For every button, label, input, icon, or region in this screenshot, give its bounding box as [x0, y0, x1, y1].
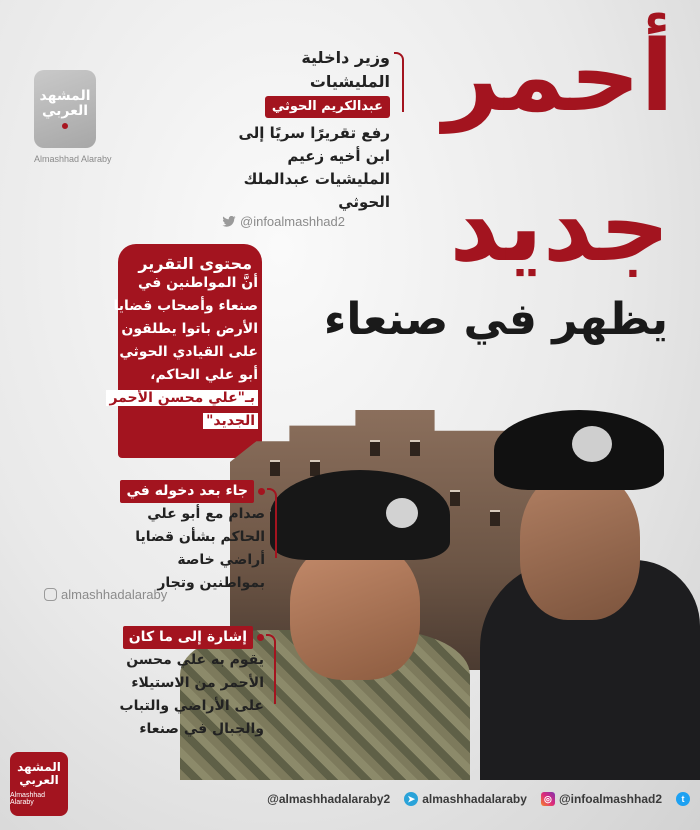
logo-caption: Almashhad Alaraby [34, 154, 112, 164]
report-line-5: أبو علي الحاكم، [150, 367, 258, 383]
note-head: إشارة إلى ما كان [123, 626, 253, 649]
came-block [60, 480, 265, 595]
bracket-decoration [267, 488, 277, 558]
beret-badge-icon [386, 498, 418, 528]
telegram-icon: ➤ [404, 792, 418, 806]
report-line-1: أنَّ المواطنين في [137, 275, 258, 291]
came-line-3: أراضي خاصة [177, 552, 265, 568]
report-highlight-2: الجديد" [203, 413, 258, 429]
twitter-icon: t [676, 792, 690, 806]
minister-name-tag: عبدالكريم الحوثي [265, 96, 390, 118]
headline-line3: يظهر في صنعاء [323, 294, 668, 345]
minister-title-line1: وزير داخلية [301, 48, 390, 67]
logo-line1: المشهد [39, 88, 91, 105]
brand-logo [34, 70, 112, 180]
bullet-icon [258, 488, 265, 495]
minister-block [100, 46, 390, 214]
report-line-4: على القيادي الحوثي [119, 344, 258, 360]
logo-line2: العربي [41, 103, 89, 119]
instagram-handle: almashhadalaraby [61, 587, 168, 602]
instagram-handle-row[interactable] [44, 587, 167, 602]
note-block [34, 626, 264, 741]
note-line-1: يقوم به علي محسن [126, 652, 264, 668]
twitter-icon [222, 216, 236, 227]
bullet-icon [257, 634, 264, 641]
man-right-face [520, 470, 640, 620]
social-links [267, 792, 690, 806]
came-line-2: الحاكم بشأن قضايا [135, 529, 265, 545]
social-telegram-text: almashhadalaraby [422, 792, 527, 806]
note-line-4: والجبال في صنعاء [139, 721, 264, 737]
minister-text-4: الحوثي [338, 193, 390, 211]
social-telegram[interactable] [404, 792, 527, 806]
headline-line1: أحمر [443, 20, 674, 134]
minister-text-1: رفع تقريرًا سريًا إلى [238, 124, 390, 142]
logo-mark [34, 70, 96, 148]
report-line-2: صنعاء وأصحاب قضايا [113, 298, 258, 314]
social-instagram[interactable] [541, 792, 662, 806]
note-line-2: الأحمر من الاستيلاء [131, 675, 264, 691]
footer-logo-caption: Almashhad Alaraby [10, 791, 46, 807]
report-line-3: الأرض باتوا يطلقون [121, 321, 258, 337]
bracket-decoration [394, 52, 404, 112]
came-head: جاء بعد دخوله في [120, 480, 254, 503]
footer-logo-line1: المشهد [17, 760, 61, 775]
man-left-face [290, 540, 420, 680]
beret-badge-icon [572, 426, 612, 462]
social-at[interactable] [267, 792, 390, 806]
logo-dot-icon [62, 123, 68, 129]
social-at-text: @almashhadalaraby2 [267, 792, 391, 806]
social-twitter[interactable] [676, 792, 690, 806]
minister-title-line2: المليشيات [309, 72, 390, 91]
footer-logo-line2: العربي [19, 773, 59, 788]
bracket-decoration [266, 634, 276, 704]
headline-line2: جديد [449, 170, 670, 284]
minister-text-3: المليشيات عبدالملك [243, 170, 390, 188]
instagram-icon [44, 588, 57, 601]
man-left-beret [270, 470, 450, 560]
minister-text-2: ابن أخيه زعيم [287, 147, 390, 165]
came-line-1: صدام مع أبو علي [147, 506, 265, 522]
note-line-3: على الأراضي والتباب [119, 698, 264, 714]
twitter-handle-row[interactable] [222, 214, 345, 229]
came-line-4: بمواطنين وتجار [157, 575, 265, 591]
instagram-icon: ◎ [541, 792, 555, 806]
report-highlight-1: بـ"علي محسن الأحمر [106, 390, 258, 406]
twitter-handle: @infoalmashhad2 [240, 214, 345, 229]
social-instagram-text: @infoalmashhad2 [558, 792, 662, 806]
footer-logo [10, 752, 68, 816]
report-panel-title: محتوى التقرير [138, 254, 252, 273]
